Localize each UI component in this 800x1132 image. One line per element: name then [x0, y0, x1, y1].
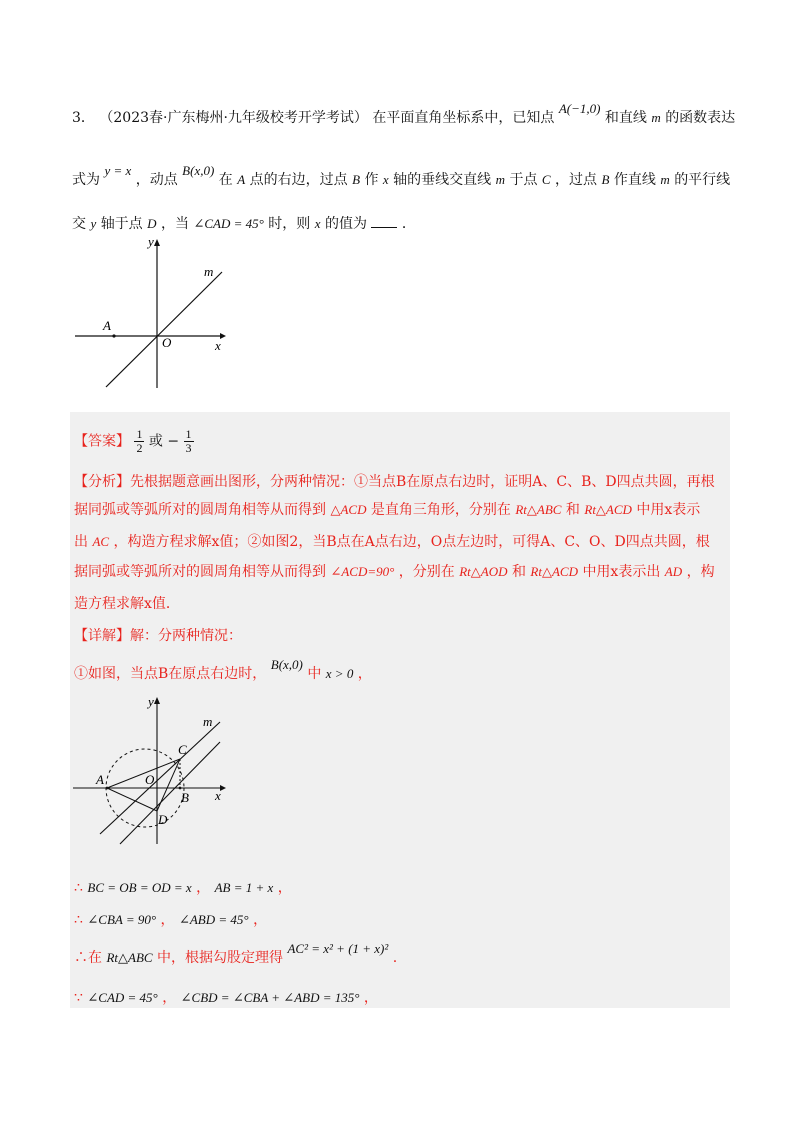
- math-expr: Rt△AOD: [459, 564, 508, 579]
- origin-label: O: [162, 335, 172, 350]
- point-b-coord: B(x,0): [182, 163, 215, 178]
- question-text: ，动点: [135, 172, 178, 188]
- math-var: m: [651, 110, 661, 125]
- question-text: ．: [401, 216, 416, 232]
- detail-text: ，: [357, 666, 372, 682]
- answer-minus: −: [167, 433, 180, 450]
- math-expr: ∠ABD = 45°: [178, 912, 249, 927]
- step-text: ，: [253, 912, 268, 928]
- step-4: [74, 988, 378, 1008]
- math-var: B: [601, 172, 610, 187]
- math-expr: AC: [92, 534, 110, 549]
- question-text: 在平面直角坐标系中，已知点: [372, 110, 555, 126]
- step-text: ，: [162, 990, 177, 1006]
- segment-ad: [107, 788, 157, 811]
- question-text: 的平行线: [674, 172, 731, 188]
- question-text: 时，则: [268, 216, 311, 232]
- line-equation: y = x: [104, 163, 132, 178]
- analysis-text: 据同弧或等弧所对的圆周角相等从而得到: [74, 502, 326, 518]
- step-symbol: ∵: [74, 990, 83, 1006]
- x-axis-label: x: [215, 788, 221, 803]
- analysis-text: 造方程求解x值．: [74, 596, 180, 612]
- fraction-denominator: 2: [136, 441, 143, 455]
- math-expr: BC = OB = OD = x: [87, 880, 192, 895]
- y-axis-label: y: [148, 234, 154, 249]
- analysis-text: ，构造方程求解x值；②如图2，当B点在A点右边，O点左边时，可得A、C、O、D四点共圆，根: [113, 534, 710, 550]
- point-a-coord: A(−1,0): [558, 101, 601, 116]
- question-text: 在: [218, 172, 233, 188]
- math-expr: Rt△ACD: [530, 564, 578, 579]
- math-expr: Rt△ABC: [515, 502, 562, 517]
- origin-label: O: [145, 772, 155, 787]
- parallel-line: [120, 742, 220, 844]
- step-text: ，: [277, 880, 292, 896]
- question-text: 的函数表达: [665, 110, 736, 126]
- analysis-line-1: [74, 472, 715, 492]
- detail-text: 解：分两种情况：: [130, 628, 242, 644]
- step-1: [74, 878, 292, 898]
- step-text: ，: [160, 912, 175, 928]
- line-m-label: m: [203, 714, 213, 729]
- question-line-1: [72, 101, 736, 128]
- analysis-line-3: [74, 532, 710, 552]
- point-d-label: D: [158, 812, 168, 827]
- question-text: 于点: [509, 172, 538, 188]
- analysis-text: 是直角三角形，分别在: [370, 502, 511, 518]
- y-axis-arrow: [154, 239, 160, 246]
- analysis-text: 先根据题意画出图形，分两种情况：①当点B在原点右边时，证明A、C、B、D四点共圆，再根: [130, 474, 715, 490]
- fraction-numerator: 1: [136, 427, 143, 441]
- question-text: 作: [364, 172, 379, 188]
- analysis-text: ，构: [686, 564, 715, 580]
- question-text: 式为: [72, 172, 100, 188]
- point-c-label: C: [178, 742, 187, 757]
- math-expr: ∠CBD = ∠CBA + ∠ABD = 135°: [180, 990, 360, 1005]
- answer-or: 或: [148, 433, 163, 450]
- question-text: 作直线: [613, 172, 656, 188]
- step-symbol: ∴: [74, 880, 83, 896]
- detail-tag: 【详解】: [74, 628, 130, 644]
- math-var: x: [382, 172, 389, 187]
- question-text: 轴的垂线交直线: [393, 172, 492, 188]
- analysis-line-2: [74, 500, 700, 520]
- math-expr: ∠CAD = 45°: [87, 990, 158, 1005]
- math-var: A: [237, 172, 246, 187]
- analysis-tag: 【分析】: [74, 474, 130, 490]
- point-a-label: A: [96, 772, 104, 787]
- step-text: ，: [363, 990, 378, 1006]
- math-expr: ∠CBA = 90°: [87, 912, 157, 927]
- math-expr: AB = 1 + x: [214, 880, 274, 895]
- step-3: [74, 941, 398, 968]
- detail-text: 中: [307, 666, 322, 682]
- answer-blank: [371, 215, 397, 228]
- analysis-text: 和: [565, 502, 580, 518]
- question-text: 和直线: [604, 110, 647, 126]
- math-var: m: [495, 172, 505, 187]
- math-var: D: [147, 216, 157, 231]
- math-expr: x > 0: [325, 666, 354, 681]
- analysis-text: 出: [74, 534, 88, 550]
- step-text: .: [392, 950, 398, 966]
- analysis-text: 据同弧或等弧所对的圆周角相等从而得到: [74, 564, 326, 580]
- line-m: [106, 272, 222, 387]
- math-expr: Rt△ACD: [584, 502, 632, 517]
- math-expr: B(x,0): [270, 657, 303, 672]
- question-text: 轴于点: [100, 216, 143, 232]
- math-expr: AD: [664, 564, 683, 579]
- analysis-line-5: [74, 594, 180, 614]
- point-a-label: A: [103, 318, 111, 333]
- math-var: m: [660, 172, 670, 187]
- question-source: （2023春·广东梅州·九年级校考开学考试）: [99, 110, 368, 126]
- analysis-line-4: [74, 562, 715, 582]
- point-a: [112, 334, 115, 337]
- point-a: [106, 787, 109, 790]
- figure-2-circle-diagram: [70, 694, 240, 854]
- answer-tag: 【答案】: [74, 433, 130, 450]
- math-var: y: [90, 216, 97, 231]
- detail-text: ①如图，当点B在原点右边时，: [74, 666, 267, 682]
- y-axis-arrow: [154, 697, 160, 704]
- angle-condition: ∠CAD = 45°: [193, 216, 264, 231]
- math-expr: Rt△ABC: [106, 950, 153, 965]
- question-text: 的值为: [324, 216, 367, 232]
- fraction-denominator: 3: [185, 441, 192, 455]
- math-expr: ∠ACD=90°: [330, 564, 395, 579]
- analysis-text: 和: [511, 564, 526, 580]
- x-axis-label: x: [215, 338, 221, 353]
- math-var: C: [541, 172, 551, 187]
- answer-fraction-1: [134, 428, 144, 455]
- analysis-text: 中用x表示出: [582, 564, 661, 580]
- question-line-3: [72, 214, 416, 234]
- math-expr: △ACD: [330, 502, 367, 517]
- question-text: ，过点: [555, 172, 598, 188]
- detail-line-1: [74, 626, 242, 646]
- detail-line-2: [74, 657, 372, 684]
- fraction-numerator: 1: [185, 427, 192, 441]
- step-2: [74, 910, 267, 930]
- step-text: ∴在: [74, 950, 102, 966]
- point-b: [179, 787, 182, 790]
- math-var: x: [314, 216, 321, 231]
- point-b-label: B: [181, 790, 189, 805]
- y-axis-label: y: [148, 694, 154, 709]
- x-axis-arrow: [220, 333, 226, 339]
- figure-1-coordinate-plane: [70, 232, 240, 392]
- question-text: 交: [72, 216, 86, 232]
- answer-line: [74, 428, 194, 455]
- question-text: 点的右边，过点: [249, 172, 348, 188]
- question-number: 3．: [72, 110, 95, 126]
- math-var: B: [352, 172, 361, 187]
- analysis-text: 中用x表示: [636, 502, 701, 518]
- question-text: ，当: [160, 216, 189, 232]
- step-text: ，: [196, 880, 211, 896]
- analysis-text: ，分别在: [398, 564, 455, 580]
- question-line-2: [72, 163, 731, 190]
- line-m-label: m: [204, 264, 214, 279]
- x-axis-arrow: [220, 785, 226, 791]
- math-expr: AC² = x² + (1 + x)²: [287, 941, 389, 956]
- step-text: 中，根据勾股定理得: [157, 950, 284, 966]
- step-symbol: ∴: [74, 912, 83, 928]
- answer-fraction-2: [184, 428, 194, 455]
